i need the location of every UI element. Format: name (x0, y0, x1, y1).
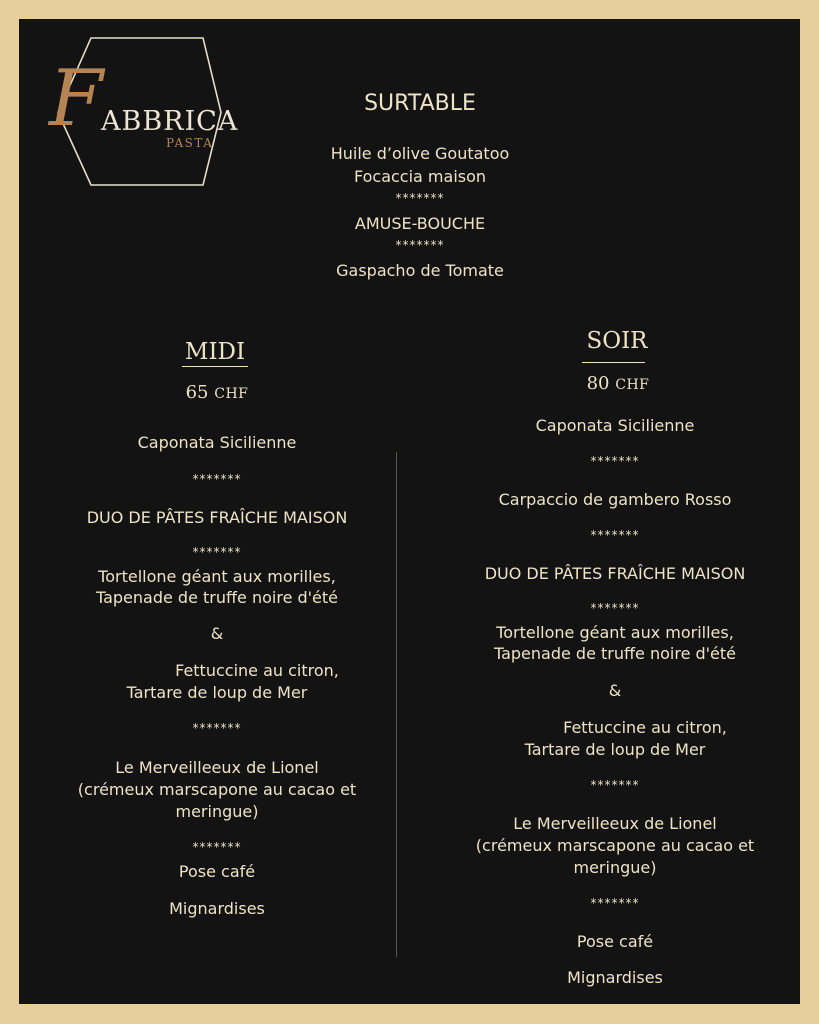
separator: ******* (590, 528, 640, 542)
midi-title: MIDI (184, 339, 246, 365)
midi-course: DUO DE PÂTES FRAÎCHE MAISON (86, 508, 348, 527)
separator: ******* (590, 778, 640, 792)
restaurant-logo (35, 36, 239, 188)
midi-dessert: (crémeux marscapone au cacao et (77, 780, 357, 799)
soir-dessert: meringue) (573, 858, 657, 877)
soir-course: DUO DE PÂTES FRAÎCHE MAISON (484, 564, 746, 583)
soir-course: Tapenade de truffe noire d'été (493, 644, 737, 663)
top-item: Gaspacho de Tomate (336, 261, 504, 280)
separator: ******* (192, 545, 242, 559)
midi-course: Pose café (178, 862, 256, 881)
midi-course: Caponata Sicilienne (137, 433, 297, 452)
midi-course: Fettuccine au citron, (175, 661, 339, 680)
soir-price-amount: 80 (586, 373, 610, 394)
logo-subtitle: PASTA (166, 136, 214, 150)
soir-title: SOIR (586, 328, 648, 354)
midi-course: Tartare de loup de Mer (126, 683, 308, 702)
soir-course: Tartare de loup de Mer (524, 740, 706, 759)
top-title: SURTABLE (364, 91, 476, 116)
separator: ******* (192, 840, 242, 854)
separator: ******* (395, 191, 445, 205)
midi-dessert: meringue) (175, 802, 259, 821)
soir-course: Tortellone géant aux morilles, (496, 623, 734, 642)
soir-and: & (608, 681, 622, 700)
separator: ******* (395, 238, 445, 252)
midi-title-underline (182, 366, 248, 367)
separator: ******* (590, 454, 640, 468)
midi-dessert: Le Merveilleeux de Lionel (115, 758, 319, 777)
midi-course: Tapenade de truffe noire d'été (95, 588, 339, 607)
logo-initial: F (49, 54, 104, 144)
separator: ******* (590, 896, 640, 910)
logo-wordmark: ABBRICA (101, 106, 239, 137)
separator: ******* (590, 601, 640, 615)
midi-and: & (210, 624, 224, 643)
soir-course: Caponata Sicilienne (535, 416, 695, 435)
soir-title-underline (582, 362, 645, 363)
separator: ******* (192, 721, 242, 735)
top-item: Focaccia maison (353, 167, 487, 186)
separator: ******* (192, 472, 242, 486)
midi-price-currency: CHF (214, 386, 249, 402)
soir-price-currency: CHF (615, 377, 650, 393)
soir-course: Fettuccine au citron, (563, 718, 727, 737)
midi-course: Mignardises (169, 899, 265, 918)
soir-dessert: (crémeux marscapone au cacao et (475, 836, 755, 855)
soir-dessert: Le Merveilleeux de Lionel (513, 814, 717, 833)
top-item: AMUSE-BOUCHE (354, 214, 486, 233)
soir-course: Mignardises (567, 968, 663, 987)
soir-course: Carpaccio de gambero Rosso (498, 490, 732, 509)
soir-price (518, 375, 718, 393)
soir-course: Pose café (576, 932, 654, 951)
top-item: Huile d’olive Goutatoo (330, 144, 510, 163)
midi-price-amount: 65 (185, 382, 209, 403)
midi-course: Tortellone géant aux morilles, (98, 567, 336, 586)
midi-price (117, 384, 317, 402)
